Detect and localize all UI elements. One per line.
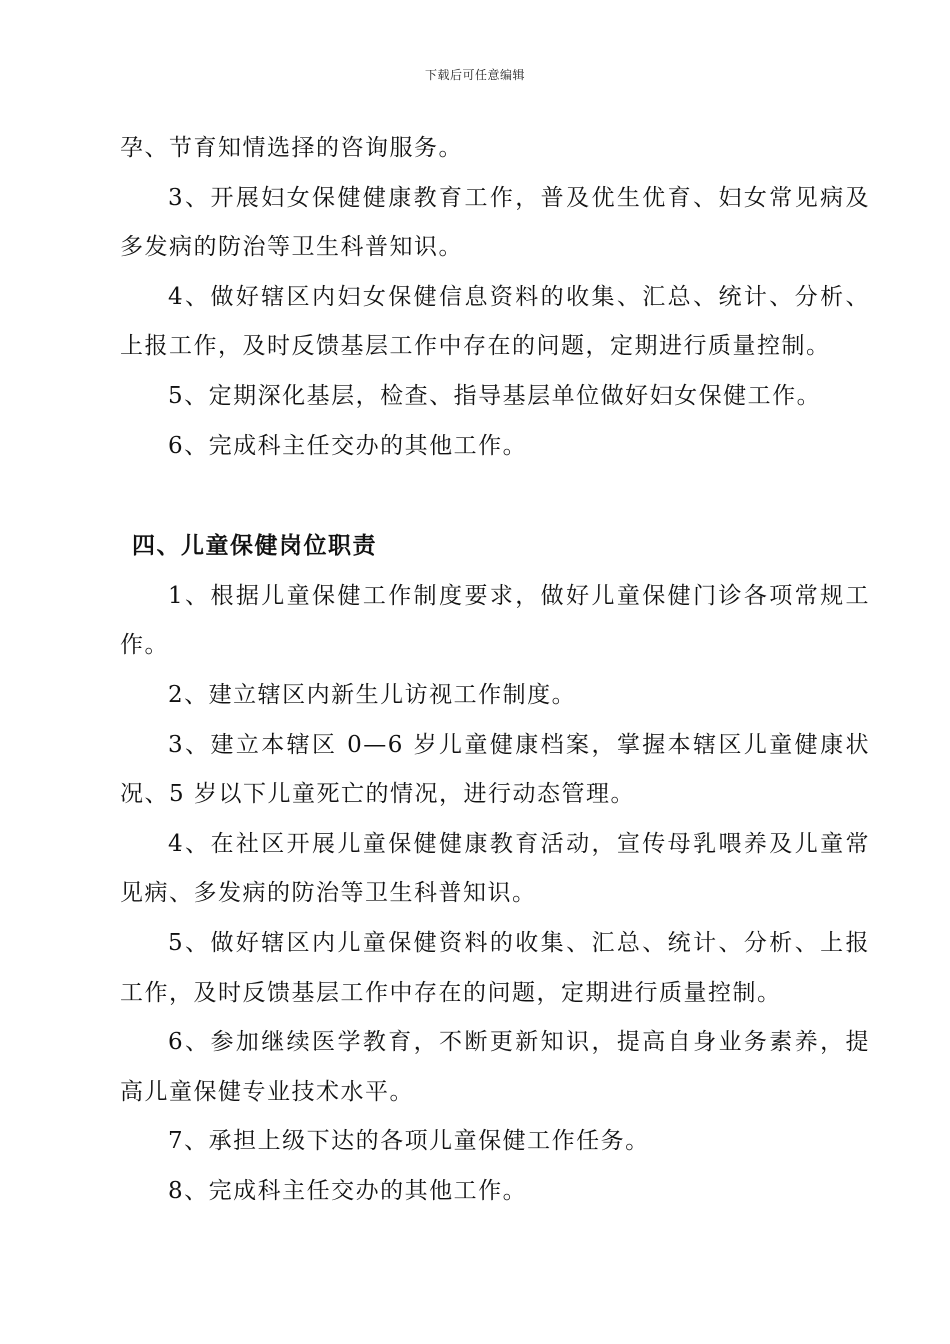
paragraph-child-6: 6、参加继续医学教育，不断更新知识，提高自身业务素养，提高儿童保健专业技术水平。: [120, 1029, 870, 1105]
paragraph-women-3: 3、开展妇女保健健康教育工作，普及优生优育、妇女常见病及多发病的防治等卫生科普知识。: [120, 184, 870, 261]
header-note: 下载后可任意编辑: [424, 68, 525, 82]
paragraph-child-1: 1、根据儿童保健工作制度要求，做好儿童保健门诊各项常规工作。: [120, 582, 870, 659]
paragraph-child-4: 4、在社区开展儿童保健健康教育活动，宣传母乳喂养及儿童常见病、多发病的防治等卫生科普知识。: [120, 830, 870, 907]
paragraph-women-5: 5、定期深化基层，检查、指导基层单位做好妇女保健工作。: [168, 382, 822, 409]
paragraph-child-5: 5、做好辖区内儿童保健资料的收集、汇总、统计、分析、上报工作，及时反馈基层工作中存在的问题，定期进行质量控制。: [120, 929, 870, 1006]
paragraph-women-4: 4、做好辖区内妇女保健信息资料的收集、汇总、统计、分析、上报工作，及时反馈基层工作中存在的问题，定期进行质量控制。: [120, 283, 870, 360]
paragraph-women-6: 6、完成科主任交办的其他工作。: [168, 432, 528, 459]
paragraph-child-8: 8、完成科主任交办的其他工作。: [168, 1177, 528, 1204]
document-body: [120, 124, 870, 1216]
paragraph-child-7: 7、承担上级下达的各项儿童保健工作任务。: [168, 1128, 650, 1155]
paragraph-child-3: 3、建立本辖区 0—6 岁儿童健康档案，掌握本辖区儿童健康状况、5 岁以下儿童死亡的情况，进行动态管理。: [120, 731, 870, 808]
paragraph-child-2: 2、建立辖区内新生儿访视工作制度。: [168, 681, 577, 708]
paragraph-continuation: 孕、节育知情选择的咨询服务。: [120, 135, 463, 161]
section-spacer: [120, 471, 870, 522]
section-heading: 四、儿童保健岗位职责: [132, 533, 377, 560]
